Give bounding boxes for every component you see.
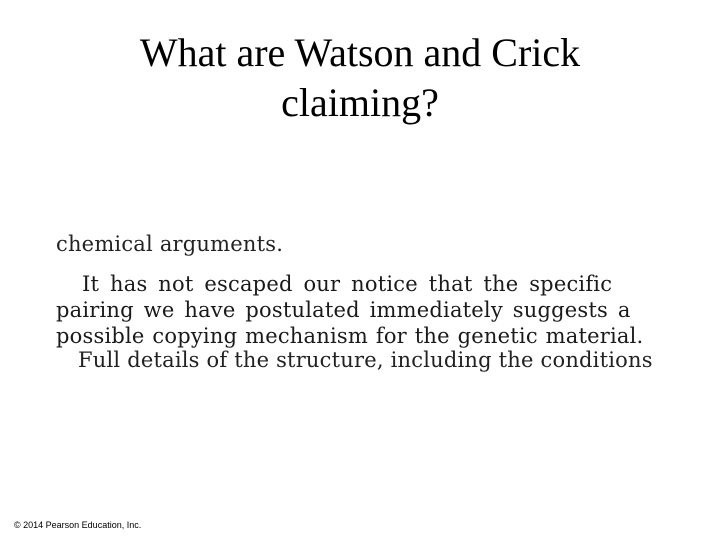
excerpt-line-2: pairing we have postulated immediately suggests a bbox=[56, 298, 631, 322]
copyright-notice: © 2014 Pearson Education, Inc. bbox=[14, 520, 142, 530]
excerpt-cut-top-line: chemical arguments. bbox=[56, 232, 284, 256]
slide-title bbox=[60, 28, 660, 128]
excerpt-line-3: possible copying mechanism for the genetic material. bbox=[56, 324, 644, 348]
title-line-1: What are Watson and Crick bbox=[139, 30, 581, 75]
paper-excerpt-image bbox=[52, 232, 674, 372]
title-line-2: claiming? bbox=[281, 80, 439, 125]
excerpt-line-1: It has not escaped our notice that the specific bbox=[82, 272, 613, 296]
excerpt-cut-bottom-line: Full details of the structure, including the conditions bbox=[78, 348, 653, 372]
